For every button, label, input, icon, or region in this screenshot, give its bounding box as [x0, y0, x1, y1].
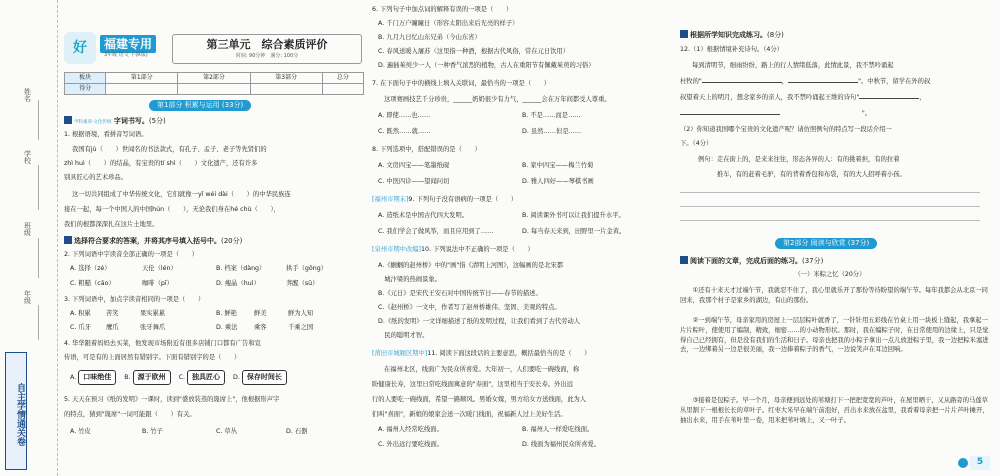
side-badge: 自主学情通关卷 — [5, 352, 27, 470]
grade-line — [38, 305, 39, 340]
reading-paragraph: ①还有十来天才过端午节，我就忍不住了，我心里就乐开了那份等待盼望的端午节。每年我都会从北京一同回来，我那个村子是家乡的湖边，有山的那份。 — [680, 287, 988, 304]
section-square-icon — [64, 236, 72, 244]
example-line: 例句：走在街上的，是来来往往，形态各异的人：有的挑着担，有的拉着 — [698, 156, 900, 163]
section-tag: 学科素养·文化传统 — [74, 120, 112, 125]
q9-option[interactable]: D. 每当春天来到，田野里一片金黄。 — [522, 228, 626, 235]
q9-option[interactable]: C. 我们学会了做风筝，而且应用到了…… — [378, 228, 494, 235]
q6-option[interactable]: D. 遍插茱萸少一人（一种香气浓烈的植物，古人在重阳节有佩戴茱萸的习俗） — [378, 62, 595, 69]
q2-option[interactable]: A. 选择（zé） — [70, 265, 111, 272]
right-column — [680, 0, 990, 476]
q12-line: 每到清明节，细雨纷纷，路上的行人情绪低落，此情此景，我不禁吟诵起 — [692, 62, 894, 69]
q7-option[interactable]: A. 即使……也…… — [378, 112, 431, 119]
score-table — [64, 72, 364, 95]
q3-option[interactable]: 张牙舞爪 — [140, 324, 166, 331]
unit-meta: 时间: 90分钟 满分: 100分 — [235, 52, 299, 59]
q3-option[interactable]: B. 鲜艳 — [216, 310, 237, 317]
class-label: 班级 — [23, 222, 32, 236]
q3-option[interactable]: 鲜美 — [254, 310, 267, 317]
q1-intro: 1. 根据语境，看拼音写词语。 — [64, 131, 148, 138]
score-input[interactable] — [106, 84, 178, 95]
q12-blank[interactable] — [788, 82, 858, 83]
q3-option[interactable]: 苦笑 — [106, 310, 119, 317]
q11-passage: 们叫"喜面"，新娘的娘家会送一次暖门线面，祝福新人过上美好生活。 — [372, 411, 567, 418]
section-points: (20分) — [221, 237, 243, 245]
reading-paragraph: ②一到端午节，母亲家用的房屋上一层层粽叶就香了，一针针用五彩线在竹桌上用一块板上缝起，我拿起一片片粽叶，使使用了编制，精致，细密……的小动物形状。那时，我在编粽子时，在日常使用的边缘上，只是觉得自己已经拥有，但是没有我们的生活和日子。母亲也把我的小粽子拿出一点儿放进粽子里，我一边把粽米塞进去，一边绑着另一边是很美丽，我一边捧着粽子的香气，一边说笑声在耳边回响。 — [680, 317, 989, 354]
score-cell: 第2部分 — [178, 73, 250, 84]
example-line: 推车，有的赶着毛驴，有的背着香包和布袋，有的大人招呼着小孩。 — [698, 171, 906, 178]
q3-option[interactable]: 鹰爪 — [106, 324, 119, 331]
q1-line: 接在一起，每一个中国人的中国hún（ ），无论我们身在hé chù（ ）， — [64, 206, 280, 213]
q2-option[interactable]: C. 粗糙（cāo） — [70, 280, 115, 287]
q6-option[interactable]: A. 千门万户曈曈日（形容太阳出来后光亮的样子） — [378, 20, 519, 27]
q12-blank[interactable] — [859, 98, 919, 99]
brand-logo: 好 — [64, 32, 96, 64]
grade-label: 年级 — [23, 290, 32, 304]
q11-tag: [莆田市城厢区期中] — [372, 350, 428, 357]
q9-option[interactable]: A. 造纸术是中国古代四大发明。 — [378, 212, 469, 219]
q5-stem: 的特点，猜到"篾席"一词可能跟（ ）有关。 — [64, 411, 196, 418]
q12-text: 叔望着天上的明月，想念家乡的亲人，我不禁吟诵起王维的诗句" — [680, 94, 860, 101]
section-1-title — [64, 116, 166, 126]
q1-line: 别具匠心的艺术珍品。 — [64, 174, 127, 181]
q10-option[interactable]: B.《元日》是宋代王安石对中国传统节日——春节的描述。 — [378, 290, 542, 297]
q12b-stem: 下。（4分） — [680, 140, 713, 147]
q2-option[interactable]: 荠醒（sū） — [286, 280, 319, 287]
q9-stem — [372, 196, 517, 205]
q12b-stem: （2）你知道我国哪个宝贵的文化遗产呢？请仿照例句的特点写一段话介绍一 — [680, 126, 892, 133]
part1-points: (33分) — [221, 101, 244, 109]
q4-option-d-label: D. — [233, 374, 240, 381]
q5-option[interactable]: C. 草丛 — [216, 428, 237, 435]
name-label: 姓名 — [23, 88, 32, 102]
q11-option[interactable]: B. 福州人一样爱吃线面。 — [522, 426, 594, 433]
section-3-title — [680, 30, 784, 40]
q11-passage: 在福州北区，线面广为民众所喜爱。大年初一，人们要吃一碗线面，称 — [384, 366, 580, 373]
score-value-row — [65, 84, 364, 95]
q4-options — [70, 370, 293, 385]
section-points: (5分) — [148, 117, 166, 125]
score-cell: 总分 — [322, 73, 363, 84]
q1-line: 我国有jù（ ）世闻名的书法款式，有孔子、孟子、老子等先贤们的 — [72, 146, 267, 153]
grade-subject: 3年级 语文 下(R版) — [104, 52, 148, 58]
section-4-title — [680, 256, 823, 266]
q11-passage: 行的人要吃一碗线面，希望一路顺风。男婚女嫁，男方给女方送线面，此为人 — [372, 396, 587, 403]
part1-banner — [149, 100, 251, 111]
q10-option[interactable]: D.《纸的发明》一文详细描述了纸的发明过程，让我们看到了古代劳动人 — [378, 318, 581, 325]
q12-line — [680, 94, 926, 103]
q12-text: "。中秋节，留学在外的叔 — [858, 78, 931, 85]
part2-label: 第2部分 阅读与欣赏 — [783, 239, 846, 247]
section-points: (8分) — [767, 31, 784, 39]
q4-option-a-label: A. — [70, 374, 77, 381]
q8-option[interactable]: D. 雅人四好——琴棋书画 — [522, 178, 594, 185]
q11-text: 11. 阅读下面这段话的主要意思，概括最恰当的是（ ） — [427, 350, 591, 357]
unit-box — [172, 34, 362, 64]
binding-margin — [0, 0, 58, 476]
score-input[interactable] — [322, 84, 363, 95]
q11-stem — [372, 350, 590, 359]
q7-option[interactable]: D. 虽然……但是…… — [522, 128, 582, 135]
score-input[interactable] — [250, 84, 322, 95]
part2-points: (37分) — [847, 239, 870, 247]
q4-option-b-label: B. — [124, 374, 131, 381]
q9-tag: [福州市期末] — [372, 196, 409, 203]
q12-text: "。 — [780, 110, 872, 117]
q4-option-d[interactable]: 保存时间长 — [242, 370, 287, 385]
middle-column — [372, 0, 672, 476]
page-number: 5 — [970, 456, 990, 470]
section-2-title — [64, 236, 242, 246]
q2-option[interactable]: 拱手（gǒng） — [286, 265, 328, 272]
answer-line[interactable] — [680, 220, 980, 221]
q4-stem: 4. 华华跟着妈妈去买菜，他发现市场附近有很多店铺门口都有广告和宣 — [64, 340, 261, 347]
q5-option[interactable]: A. 竹皮 — [70, 428, 91, 435]
q8-option[interactable]: C. 中医四诊——望闻问切 — [378, 178, 450, 185]
q2-stem: 2. 下列词语中字读音全部正确的一项是（ ） — [64, 251, 198, 258]
q3-option[interactable]: A. 积累 — [70, 310, 91, 317]
q4-option-b[interactable]: 源于欧州 — [133, 370, 171, 385]
q2-option[interactable]: D. 瘦晶（huì） — [216, 280, 260, 287]
reading-paragraph: ③接着是包粽子。早一个月，母亲便到远处的苇塘打下一把把宽宽的芦叶，在屋里晒干，又从路旁的马莲草丛里割下一根根长长的草叶子。红枣大米早在端午前泡好，舀出水来放在盆里，我看着母亲把一片片芦叶摊开，抽出水来，用手在苇叶里一卷，用米把苇叶填上，又一叶子。 — [680, 397, 989, 424]
q8-option[interactable]: A. 文房四宝——笔墨纸砚 — [378, 162, 450, 169]
q8-stem: 8. 下列选项中，搭配错误的是（ ） — [372, 146, 481, 153]
q6-stem: 6. 下列句子中加点词的解释有误的一项是（ ） — [372, 6, 513, 13]
q12-blank[interactable] — [680, 114, 780, 115]
reading-title: （一）米粽之忆（20分） — [794, 271, 866, 278]
q12-line — [680, 110, 871, 119]
q11-option[interactable]: D. 线面为福州民众所喜爱。 — [522, 441, 601, 448]
q10-stem — [372, 246, 534, 255]
q7-stem: 7. 在下面句子中的横线上填入关联词，最恰当的一项是（ ） — [372, 80, 551, 87]
school-label: 学校 — [23, 150, 32, 164]
edition-badge: 福建专用 — [100, 35, 156, 53]
score-input[interactable] — [178, 84, 250, 95]
q12-blank[interactable] — [702, 82, 782, 83]
section-title-text: 字词书写。 — [113, 117, 149, 125]
q2-option[interactable]: 咖啡（pī） — [142, 280, 173, 287]
section-square-icon — [680, 30, 688, 38]
q3-option[interactable]: D. 乘法 — [216, 324, 238, 331]
score-cell: 第3部分 — [250, 73, 322, 84]
q11-option[interactable]: A. 福州人经常吃线面。 — [378, 426, 443, 433]
q5-option[interactable]: D. 石器 — [286, 428, 308, 435]
q10-text: 10. 下列说法中不正确的一项是（ ） — [421, 246, 534, 253]
q1-line: 这一切共同组成了中华传统文化，它们就像一yǐ wéi dài（ ）的中华民族连 — [72, 191, 291, 198]
q5-stem: 5. 天天在预习《纸的发明》一课时，读到"盛放装蒸的篾席上"，他根据形声字 — [64, 396, 280, 403]
q12-text: ， — [919, 94, 926, 101]
q12-text: ， — [781, 78, 789, 85]
q4-option-c[interactable]: 独具匠心 — [187, 370, 225, 385]
score-header-row — [65, 73, 364, 84]
unit-title: 第三单元 综合素质评价 — [206, 38, 328, 51]
answer-line[interactable] — [680, 192, 980, 193]
q12-stem: 12.（1）根据情境补充诗句。（4分） — [680, 46, 784, 53]
q5-option[interactable]: B. 竹子 — [142, 428, 163, 435]
section-title-text: 根据所学知识完成练习。 — [690, 31, 767, 39]
q4-option-c-label: C. — [178, 374, 185, 381]
class-line — [38, 238, 39, 278]
q4-option-a[interactable]: 口味绝佳 — [78, 370, 116, 385]
q10-tag: [泉州市期中改编] — [372, 246, 421, 253]
q12-text: 杜牧的" — [680, 78, 702, 85]
section-points: (37分) — [802, 257, 824, 265]
q10-option[interactable]: A.《蝈蝈的赵州桥》中的"画"指《清明上河图》，这幅画的是北宋都 — [378, 262, 564, 269]
q7-option[interactable]: B. 不是……而是…… — [522, 112, 581, 119]
q3-option[interactable]: 乘客 — [254, 324, 267, 331]
score-cell: 得分 — [65, 84, 106, 95]
section-title-text: 阅读下面的文章，完成后面的练习。 — [690, 257, 802, 265]
part2-banner — [775, 238, 877, 249]
section-title-text: 选择符合要求的答案，并将其序号填入括号中。 — [74, 237, 221, 245]
q3-option[interactable]: 鲜为人知 — [288, 310, 314, 317]
part1-label: 第1部分 积累与运用 — [157, 101, 220, 109]
q11-option[interactable]: C. 外出远行要吃线面。 — [378, 441, 444, 448]
q10-option-cont: 城汴梁的热闹景象。 — [378, 276, 441, 283]
q9-text: 9. 下列句子没有语病的一项是（ ） — [408, 196, 518, 203]
q9-option[interactable]: B. 阅读课外书可以让我们提升水平。 — [522, 212, 625, 219]
q10-option[interactable]: C.《赵州桥》一文中，作者写了赵州桥雄伟、坚固、美观的特点。 — [378, 304, 561, 311]
q2-option[interactable]: B. 档案（dàng） — [216, 265, 266, 272]
header — [64, 32, 364, 92]
q1-line: zhì huì（ ）的结晶，有宝贵的tí shì（ ）文化遗产，还有许多 — [64, 160, 258, 167]
section-square-icon — [64, 116, 72, 124]
section-square-icon — [680, 256, 688, 264]
q6-option[interactable]: B. 九月九日忆山东兄弟（今山东省） — [378, 34, 481, 41]
score-cell: 第1部分 — [106, 73, 178, 84]
score-cell: 板块 — [65, 73, 106, 84]
page-marker-icon — [958, 458, 968, 468]
q7-sentence: 这项赛画技艺千分珍贵，______奶奶很少有力气，______会在万年间都受人尊重。 — [384, 96, 611, 103]
q1-line: 我们的根都深深扎在这片土地里。 — [64, 221, 159, 228]
name-line — [38, 100, 39, 140]
left-column — [64, 0, 364, 476]
q12-line — [680, 78, 930, 87]
q3-option[interactable]: 千乘之国 — [288, 324, 314, 331]
school-line — [38, 165, 39, 210]
q10-option-cont: 民的聪明才智。 — [378, 332, 429, 339]
q7-option[interactable]: C. 既然……就…… — [378, 128, 431, 135]
answer-line[interactable] — [680, 206, 980, 207]
q3-option[interactable]: 果实累累 — [140, 310, 166, 317]
q2-option[interactable]: 天伦（lén） — [142, 265, 177, 272]
q3-stem: 3. 下列词语中，加点字读音相同的一项是（ ） — [64, 296, 205, 303]
q6-option[interactable]: C. 春风送暖入屠苏（这里指一种酒，根据古代风俗，常在元日饮用） — [378, 48, 570, 55]
q3-option[interactable]: C. 爪牙 — [70, 324, 91, 331]
q4-stem: 传语，可是有的上面居然有错别字。下面有错别字的是（ ） — [64, 354, 241, 361]
q11-passage: 盼健康长寿，这里日常吃线面寓意的"寿面"，这里相当于安长寿。外出远 — [372, 381, 573, 388]
q8-option[interactable]: B. 家中四宝——梅兰竹菊 — [522, 162, 594, 169]
